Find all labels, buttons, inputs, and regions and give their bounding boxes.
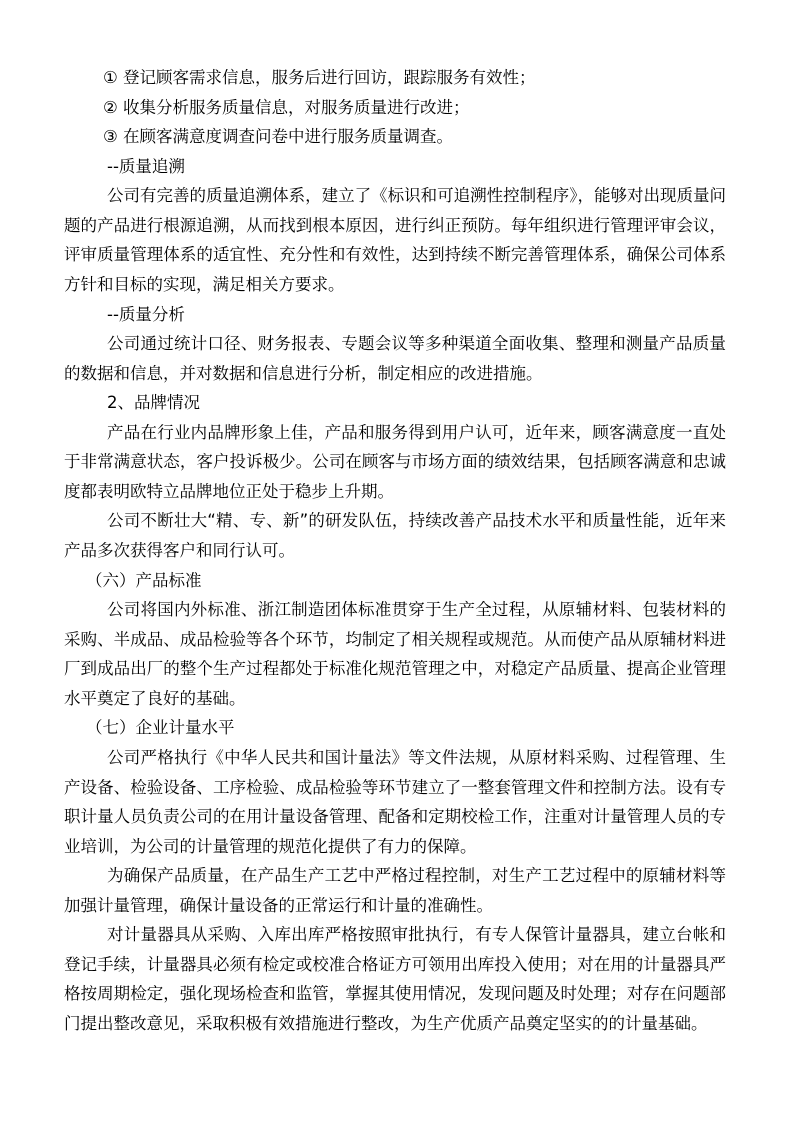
paragraph: ① 登记顾客需求信息，服务后进行回访，跟踪服务有效性； bbox=[103, 68, 536, 87]
paragraph: 公司通过统计口径、财务报表、专题会议等多种渠道全面收集、整理和测量产品质量的数据和信息，并对数据和信息进行分析，制定相应的改进措施。 bbox=[64, 334, 726, 383]
paragraph: （七）企业计量水平 bbox=[86, 718, 235, 738]
paragraph: （六）产品标准 bbox=[86, 570, 202, 590]
paragraph: --质量分析 bbox=[107, 304, 185, 324]
paragraph: ③ 在顾客满意度调查问卷中进行服务质量调查。 bbox=[103, 127, 454, 147]
paragraph: 公司不断壮大“精、专、新”的研发队伍，持续改善产品技术水平和质量性能，近年来产品多次获得客户和同行认可。 bbox=[64, 511, 726, 560]
paragraph: ② 收集分析服务质量信息，对服务质量进行改进； bbox=[103, 97, 470, 117]
paragraph: 公司有完善的质量追溯体系，建立了《标识和可追溯性控制程序》，能够对出现质量问题的产品进行根源追溯，从而找到根本原因，进行纠正预防。每年组织进行管理评审会议，评审质量管理体系的适宜性、充分性和有效性，达到持续不断完善管理体系，确保公司体系方针和目标的实现，满足相关方要求。 bbox=[64, 186, 726, 294]
paragraph: 对计量器具从采购、入库出库严格按照审批执行，有专人保管计量器具，建立台帐和登记手续，计量器具必须有检定或校准合格证方可领用出库投入使用；对在用的计量器具严格按周期检定，强化现场检查和监管，掌握其使用情况，发现问题及时处理；对存在问题部门提出整改意见，采取积极有效措施进行整改，为生产优质产品奠定坚实的的计量基础。 bbox=[64, 925, 726, 1033]
paragraph: 产品在行业内品牌形象上佳，产品和服务得到用户认可，近年来，顾客满意度一直处于非常满意状态，客户投诉极少。公司在顾客与市场方面的绩效结果，包括顾客满意和忠诚度都表明欧特立品牌地位正处于稳步上升期。 bbox=[64, 422, 726, 501]
paragraph: --质量追溯 bbox=[107, 156, 185, 176]
document-body bbox=[64, 63, 726, 1039]
paragraph: 为确保产品质量，在产品生产工艺中严格过程控制，对生产工艺过程中的原辅材料等加强计量管理，确保计量设备的正常运行和计量的准确性。 bbox=[64, 866, 726, 915]
paragraph: 公司严格执行《中华人民共和国计量法》等文件法规，从原材料采购、过程管理、生产设备、检验设备、工序检验、成品检验等环节建立了一整套管理文件和控制方法。设有专职计量人员负责公司的在用计量设备管理、配备和定期校检工作，注重对计量管理人员的专业培训，为公司的计量管理的规范化提供了有力的保障。 bbox=[64, 747, 726, 856]
paragraph: 2、品牌情况 bbox=[107, 393, 200, 413]
paragraph: 公司将国内外标准、浙江制造团体标准贯穿于生产全过程，从原辅材料、包装材料的采购、半成品、成品检验等各个环节，均制定了相关规程或规范。从而使产品从原辅材料进厂到成品出厂的整个生产过程都处于标准化规范管理之中，对稳定产品质量、提高企业管理水平奠定了良好的基础。 bbox=[64, 600, 726, 708]
